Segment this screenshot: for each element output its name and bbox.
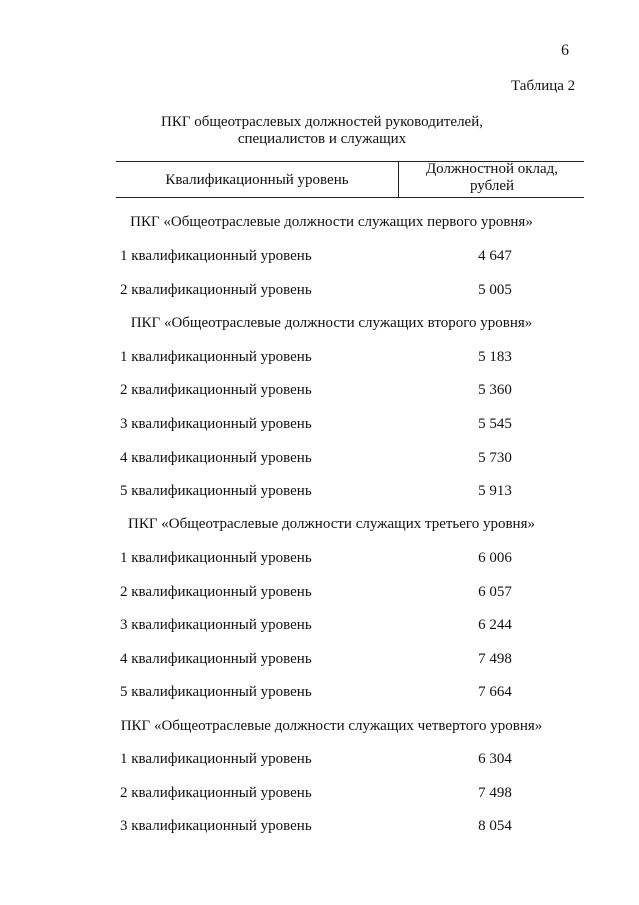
row-label: 1 квалификационный уровень <box>120 349 312 365</box>
row-value: 7 498 <box>478 785 512 801</box>
row-label: 4 квалификационный уровень <box>120 450 312 466</box>
row-value: 5 913 <box>478 483 512 499</box>
table-title-line-2: специалистов и служащих <box>237 131 407 147</box>
row-label: 3 квалификационный уровень <box>120 818 312 834</box>
row-label: 2 квалификационный уровень <box>120 785 312 801</box>
row-value: 6 006 <box>478 550 512 566</box>
row-value: 5 730 <box>478 450 512 466</box>
row-label: 1 квалификационный уровень <box>120 248 312 264</box>
row-value: 8 054 <box>478 818 512 834</box>
row-value: 5 360 <box>478 382 512 398</box>
table-title-line-1: ПКГ общеотраслевых должностей руководителей, <box>160 114 483 130</box>
row-value: 6 304 <box>478 751 512 767</box>
table-label: Таблица 2 <box>511 78 576 94</box>
header-qualification-level: Квалификационный уровень <box>165 172 349 188</box>
group-title: ПКГ «Общеотраслевые должности служащих третьего уровня» <box>128 516 535 532</box>
group-title: ПКГ «Общеотраслевые должности служащих четвертого уровня» <box>120 718 543 734</box>
header-salary <box>400 161 584 195</box>
row-label: 2 квалификационный уровень <box>120 382 312 398</box>
row-value: 6 057 <box>478 584 512 600</box>
row-label: 5 квалификационный уровень <box>120 684 312 700</box>
page-number: 6 <box>561 42 569 59</box>
row-value: 5 545 <box>478 416 512 432</box>
row-value: 6 244 <box>478 617 512 633</box>
row-value: 5 005 <box>478 282 512 298</box>
row-value: 7 498 <box>478 651 512 667</box>
row-label: 4 квалификационный уровень <box>120 651 312 667</box>
header-column-divider <box>398 161 399 197</box>
row-label: 1 квалификационный уровень <box>120 550 312 566</box>
row-label: 3 квалификационный уровень <box>120 617 312 633</box>
row-label: 2 квалификационный уровень <box>120 282 312 298</box>
row-label: 3 квалификационный уровень <box>120 416 312 432</box>
header-bottom-rule <box>116 197 584 198</box>
group-title: ПКГ «Общеотраслевые должности служащих первого уровня» <box>130 214 533 230</box>
header-salary-line-1: Должностной оклад, <box>425 161 559 177</box>
row-label: 2 квалификационный уровень <box>120 584 312 600</box>
header-salary-line-2: рублей <box>469 178 515 194</box>
group-title: ПКГ «Общеотраслевые должности служащих второго уровня» <box>130 315 533 331</box>
row-label: 5 квалификационный уровень <box>120 483 312 499</box>
row-value: 4 647 <box>478 248 512 264</box>
row-value: 7 664 <box>478 684 512 700</box>
row-label: 1 квалификационный уровень <box>120 751 312 767</box>
row-value: 5 183 <box>478 349 512 365</box>
